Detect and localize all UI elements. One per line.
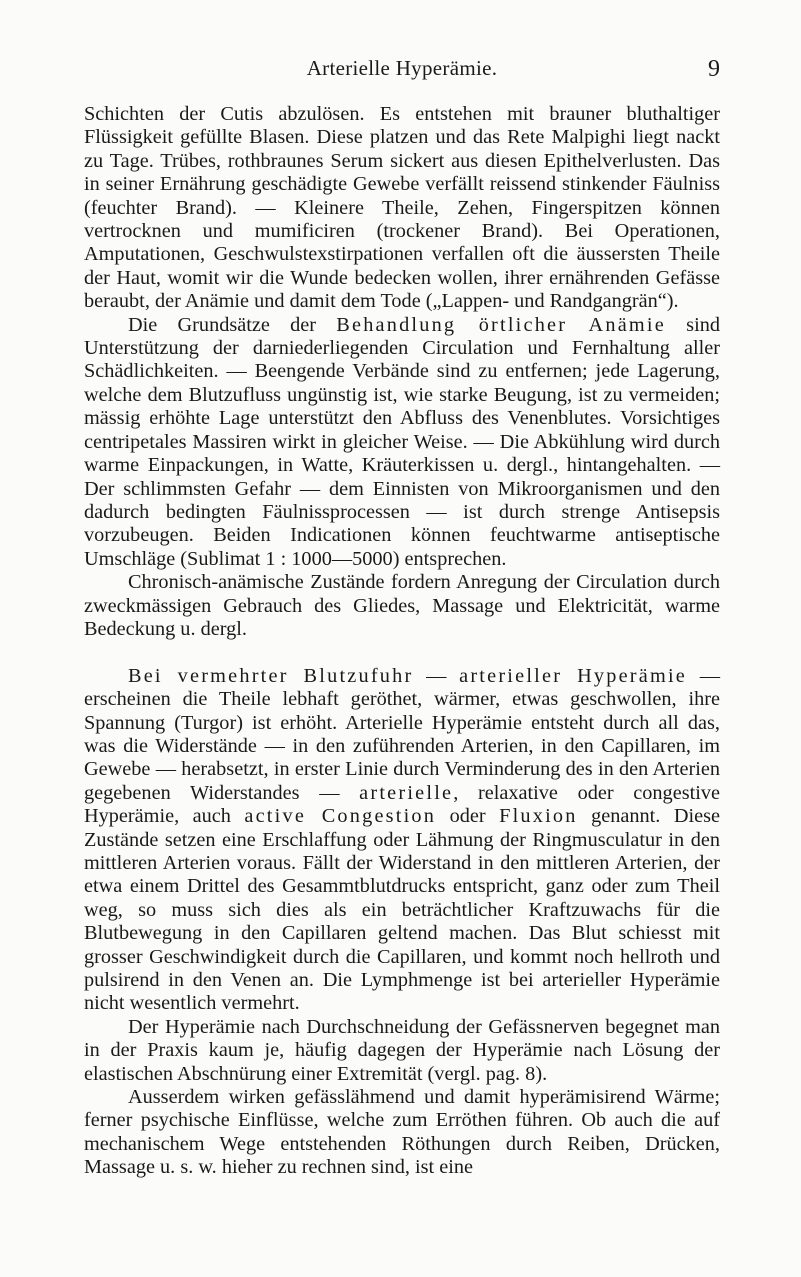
paragraph bbox=[84, 314, 720, 571]
text-run: — erscheinen die Theile lebhaft geröthet, wärmer, etwas geschwollen, ihre Spannung (Turgor) ist erhöht. Arterielle Hyperämie entsteht durch all das, was die Widerstände — in den zuführenden Arterien, in den Capillaren, im Gewebe — herabsetzt, in erster Linie durch Verminderung des in den Arterien gegebenen Widerstandes — bbox=[84, 664, 720, 804]
body-text bbox=[84, 103, 720, 1180]
emphasized-text: Bei vermehrter Blutzufuhr bbox=[128, 664, 414, 687]
text-run: Chronisch-anämische Zustände fordern Anregung der Circulation durch zweckmässigen Gebrauch des Gliedes, Massage und Elektricität, warme Bedeckung u. dergl. bbox=[84, 571, 720, 640]
paragraph bbox=[84, 1086, 720, 1180]
emphasized-text: Behandlung örtlicher Anämie bbox=[336, 313, 666, 336]
text-run: genannt. Diese Zustände setzen eine Erschlaffung oder Lähmung der Ringmusculatur in den mittleren Arterien voraus. Fällt der Widerstand in den mittleren Arterien, der etwa einem Drittel des Gesammtblutdrucks entspricht, ganz oder zum Theil weg, so muss sich dies als ein beträchtlicher Kraftzuwachs für die Blutbewegung in den Capillaren geltend machen. Das Blut schiesst mit grosser Geschwindigkeit durch die Capillaren, und kommt noch hellroth und pulsirend in den Venen an. Die Lymphmenge ist bei arterieller Hyperämie nicht wesentlich vermehrt. bbox=[84, 805, 721, 1015]
emphasized-text: Fluxion bbox=[499, 805, 578, 828]
text-run: — bbox=[413, 664, 460, 687]
running-title: Arterielle Hyperämie. bbox=[306, 56, 498, 80]
emphasized-text: active Congestion bbox=[244, 805, 437, 828]
text-run: oder bbox=[436, 805, 500, 828]
page-number: 9 bbox=[708, 56, 720, 82]
paragraph bbox=[84, 571, 720, 641]
text-run: Der Hyperämie nach Durchschneidung der Gefässnerven begegnet man in der Praxis kaum je, häufig dagegen der Hyperämie nach Lösung der elastischen Abschnürung einer Extremität (vergl. pag. 8). bbox=[84, 1015, 720, 1085]
text-run: Die Grundsätze der bbox=[128, 313, 337, 336]
text-run: Schichten der Cutis abzulösen. Es entstehen mit brauner bluthaltiger Flüssigkeit gefüllte Blasen. Diese platzen und das Rete Malpighi liegt nackt zu Tage. Trübes, rothbraunes Serum sickert aus diesen Epithelverlusten. Das in seiner Ernährung geschädigte Gewebe verfällt reissend stinkender Fäulniss (feuchter Brand). — Kleinere Theile, Zehen, Fingerspitzen können vertrocknen und mumificiren (trockener Brand). Bei Operationen, Amputationen, Geschwulstexstirpationen verfallen oft die äussersten Theile der Haut, womit wir die Wunde bedecken wollen, ihrer ernährenden Gefässe beraubt, der Anämie und damit dem Tode („Lappen- und Randgangrän“). bbox=[84, 103, 720, 313]
text-run: sind Unterstützung der darniederliegenden Circulation und Fernhaltung aller Schädlichkeiten. — Beengende Verbände sind zu entfernen; jede Lagerung, welche dem Blutzufluss ungünstig ist, wie starke Beugung, ist zu vermeiden; mässig erhöhte Lage unterstützt den Abfluss des Venenblutes. Vorsichtiges centripetales Massiren wirkt in gleicher Weise. — Die Abkühlung wird durch warme Einpackungen, in Watte, Kräuterkissen u. dergl., hintangehalten. — Der schlimmsten Gefahr — dem Einnisten von Mikroorganismen und den dadurch bedingten Fäulnissprocessen — ist durch strenge Antisepsis vorzubeugen. Beiden Indicationen können feuchtwarme antiseptische Umschläge (Sublimat 1 : 1000—5000) entsprechen. bbox=[84, 313, 720, 570]
page-header bbox=[84, 56, 720, 86]
paragraph bbox=[84, 1016, 720, 1086]
text-run: Ausserdem wirken gefässlähmend und damit hyperämisirend Wärme; ferner psychische Einflüsse, welche zum Erröthen führen. Ob auch die auf mechanischem Wege entstehenden Röthungen durch Reiben, Drücken, Massage u. s. w. hieher zu rechnen sind, ist eine bbox=[84, 1086, 720, 1179]
emphasized-text: arterielle bbox=[359, 781, 454, 804]
text-run: , relaxative oder congestive Hyperämie, auch bbox=[84, 781, 720, 828]
paragraph bbox=[84, 665, 720, 1016]
emphasized-text: arterieller Hyperämie bbox=[459, 664, 687, 687]
paragraph bbox=[84, 103, 720, 314]
